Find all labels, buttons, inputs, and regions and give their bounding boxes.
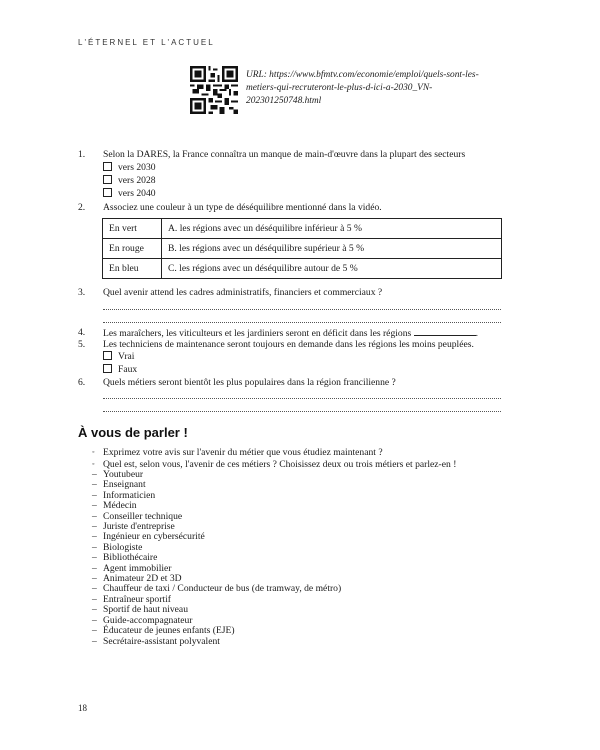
- question-number: 2.: [78, 202, 86, 213]
- answer-line[interactable]: [103, 309, 501, 310]
- question-number: 5.: [78, 339, 86, 350]
- section-title: À vous de parler !: [78, 425, 188, 440]
- question-text: Les maraîchers, les viticulteurs et les jardiniers seront en déficit dans les régions: [103, 328, 412, 339]
- list-item: – Entraîneur sportif: [92, 593, 171, 605]
- list-item: – Informaticien: [92, 489, 156, 501]
- list-item: – Conseiller technique: [92, 510, 183, 522]
- prompt-item: ◦ Exprimez votre avis sur l'avenir du métier que vous étudiez maintenant ?: [92, 447, 383, 458]
- description-cell: C. les régions avec un déséquilibre autour de 5 %: [162, 259, 502, 279]
- fill-in-blank[interactable]: [414, 327, 476, 336]
- list-item: – Animateur 2D et 3D: [92, 573, 182, 585]
- list-item: – Agent immobilier: [92, 562, 172, 574]
- question-text: Quel avenir attend les cadres administratifs, financiers et commerciaux ?: [103, 287, 383, 298]
- checkbox-icon[interactable]: [103, 188, 112, 197]
- description-cell: A. les régions avec un déséquilibre inférieur à 5 %: [162, 219, 502, 239]
- question-number: 6.: [78, 377, 86, 388]
- color-cell: En rouge: [103, 239, 162, 259]
- question-text: Selon la DARES, la France connaîtra un manque de main-d'œuvre dans la plupart des secteurs: [103, 149, 466, 160]
- question-6: [78, 377, 502, 389]
- checkbox-option[interactable]: Vrai: [103, 351, 134, 363]
- source-url[interactable]: URL: https://www.bfmtv.com/economie/emploi/quels-sont-les-metiers-qui-recruteront-le-plus-d-ici-a-2030_VN-202301250748.html: [246, 70, 479, 106]
- checkbox-icon[interactable]: [103, 364, 112, 373]
- question-3: [78, 287, 502, 299]
- question-text: Les techniciens de maintenance seront toujours en demande dans les régions les moins peuplées.: [103, 339, 474, 350]
- answer-line[interactable]: [103, 411, 501, 412]
- question-number: 4.: [78, 327, 86, 338]
- question-number: 3.: [78, 287, 86, 298]
- question-text: Quels métiers seront bientôt les plus populaires dans la région francilienne ?: [103, 377, 396, 388]
- list-item: – Sportif de haut niveau: [92, 604, 188, 616]
- running-header: L'ÉTERNEL ET L'ACTUEL: [78, 38, 215, 47]
- question-4: 4. Les maraîchers, les viticulteurs et les jardiniers seront en déficit dans les régions .: [78, 327, 479, 339]
- question-number: 1.: [78, 149, 86, 160]
- list-item: – Éducateur de jeunes enfants (EJE): [92, 625, 235, 637]
- table-row: [103, 219, 502, 239]
- list-item: – Bibliothécaire: [92, 552, 158, 564]
- checkbox-option[interactable]: vers 2030: [103, 162, 156, 174]
- question-2: [78, 202, 502, 214]
- list-item: – Biologiste: [92, 541, 143, 553]
- color-cell: En bleu: [103, 259, 162, 279]
- description-cell: B. les régions avec un déséquilibre supérieur à 5 %: [162, 239, 502, 259]
- checkbox-icon[interactable]: [103, 162, 112, 171]
- answer-line[interactable]: [103, 322, 501, 323]
- list-item: – Médecin: [92, 500, 137, 512]
- qr-code[interactable]: [190, 66, 238, 114]
- list-item: – Juriste d'entreprise: [92, 521, 175, 533]
- list-item: – Youtubeur: [92, 469, 144, 480]
- question-text: Associez une couleur à un type de déséquilibre mentionné dans la vidéo.: [103, 202, 382, 213]
- question-5: [78, 339, 502, 351]
- answer-line[interactable]: [103, 398, 501, 399]
- question-1: [78, 149, 502, 161]
- prompt-item: ◦ Quel est, selon vous, l'avenir de ces métiers ? Choisissez deux ou trois métiers et parlez-en !: [92, 459, 457, 470]
- list-item: – Enseignant: [92, 479, 146, 491]
- checkbox-icon[interactable]: [103, 351, 112, 360]
- jobs-list: [92, 470, 341, 647]
- page-number: 18: [78, 703, 87, 713]
- checkbox-icon[interactable]: [103, 175, 112, 184]
- list-item: – Guide-accompagnateur: [92, 614, 193, 626]
- checkbox-option[interactable]: vers 2040: [103, 188, 156, 200]
- table-row: [103, 259, 502, 279]
- list-item: – Chauffeur de taxi / Conducteur de bus (de tramway, de métro): [92, 583, 342, 595]
- list-item: – Ingénieur en cybersécurité: [92, 531, 205, 543]
- color-cell: En vert: [103, 219, 162, 239]
- table-row: [103, 239, 502, 259]
- list-item: – Secrétaire-assistant polyvalent: [92, 635, 220, 647]
- matching-table: [102, 218, 502, 279]
- checkbox-option[interactable]: vers 2028: [103, 175, 156, 187]
- checkbox-option[interactable]: Faux: [103, 364, 137, 376]
